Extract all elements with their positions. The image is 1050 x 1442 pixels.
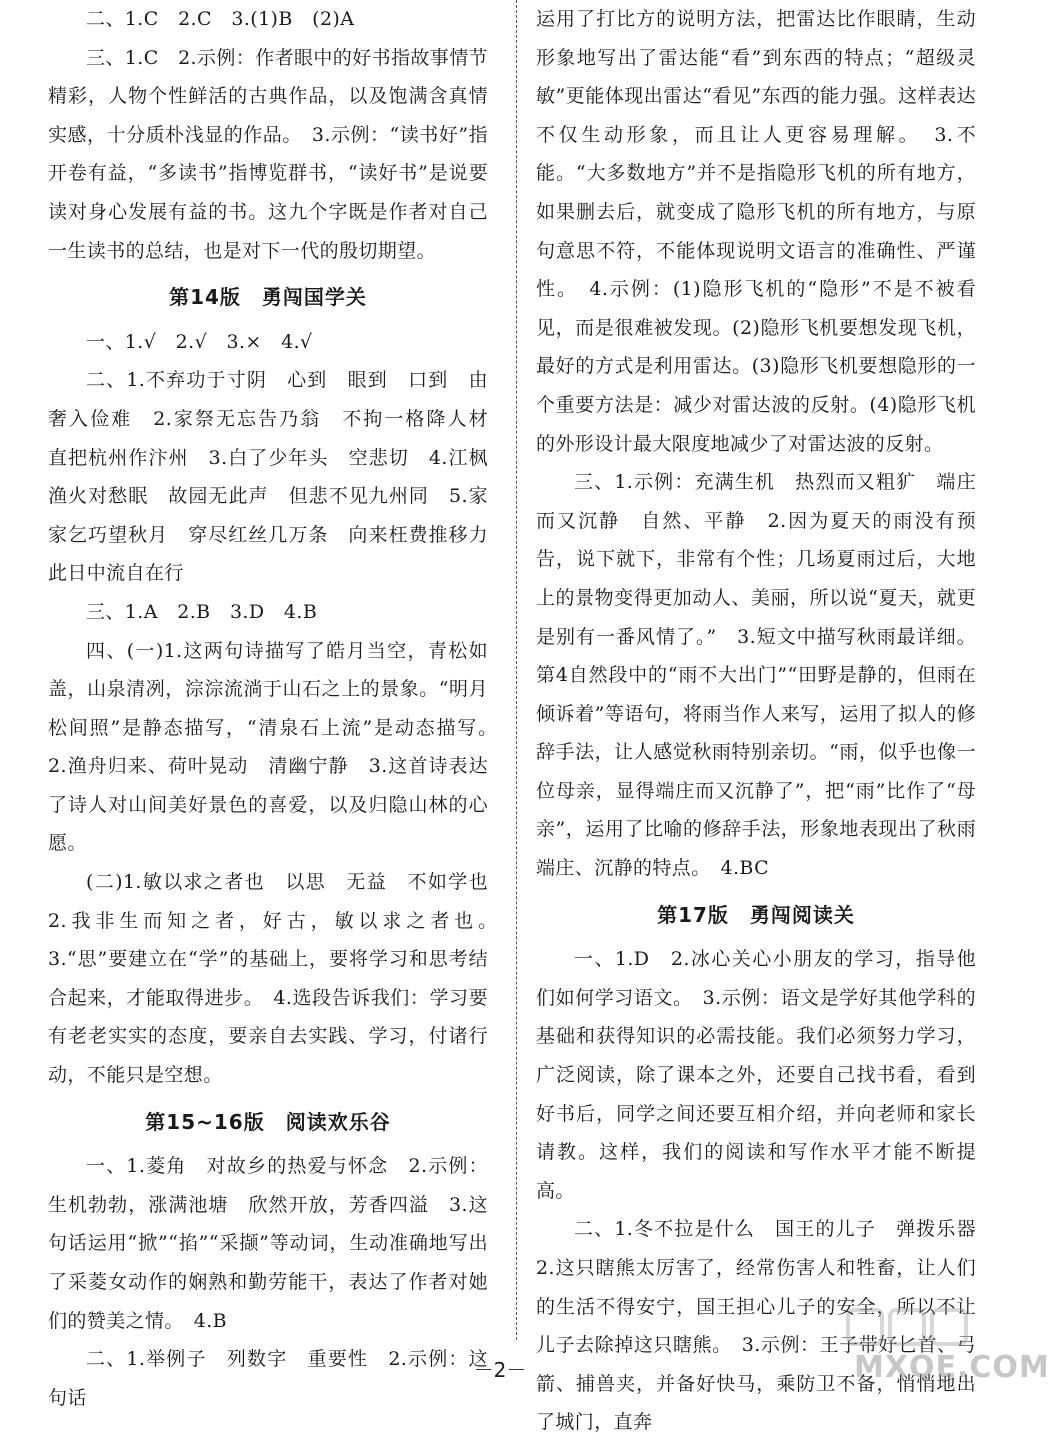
answer-paragraph: 一、1.菱角 对故乡的热爱与怀念 2.示例：生机勃勃，涨满池塘 欣然开放，芳香四溢 3.这句话运用“掀”“掐”“采撷”等动词，生动准确地写出了采菱女动作的娴熟和勤劳能干，表达了作者对她们的赞美之情。 4.B [48, 1155, 488, 1332]
section-heading: 第15~16版 阅读欢乐谷 [145, 1109, 391, 1134]
answer-paragraph: 三、1.示例：充满生机 热烈而又粗犷 端庄而又沉静 自然、平静 2.因为夏天的雨没有预告，说下就下，非常有个性；几场夏雨过后，大地上的景物变得更加动人、美丽，所以说“夏天，就更是别有一番风情了。” 3.短文中描写秋雨最详细。第4自然段中的“雨不大出门”“田野是静的，但雨在倾诉着”等语句，将雨当作人来写，运用了拟人的修辞手法，让人感觉秋雨特别亲切。“雨，似乎也像一位母亲，显得端庄而又沉静了”，把“雨”比作了“母亲”，运用了比喻的修辞手法，形象地表现出了秋雨端庄、沉静的特点。 4.BC [536, 471, 976, 880]
answer-paragraph: 三、1.A 2.B 3.D 4.B [86, 600, 318, 623]
answer-paragraph: 运用了打比方的说明方法，把雷达比作眼睛，生动形象地写出了雷达能“看”到东西的特点；“超级灵敏”更能体现出雷达“看见”东西的能力强。这样表达不仅生动形象，而且让人更容易理解。 3.不能。“大多数地方”并不是指隐形飞机的所有地方，如果删去后，就变成了隐形飞机的所有地方，与原句意思不符，不能体现说明文语言的准确性、严谨性。 4.示例：(1)隐形飞机的“隐形”不是不被看见，而是很难被发现。(2)隐形飞机要想发现飞机，最好的方式是利用雷达。(3)隐形飞机要想隐形的一个重要方法是：减少对雷达波的反射。(4)隐形飞机的外形设计最大限度地减少了对雷达波的反射。 [536, 8, 976, 455]
answer-paragraph: 三、1.C 2.示例：作者眼中的好书指故事情节精彩，人物个性鲜活的古典作品，以及饱满含真情实感，十分质朴浅显的作品。 3.示例：“读书好”指开卷有益，“多读书”指博览群书，“读好书”是说要读对身心发展有益的书。这九个字既是作者对自己一生读书的总结，也是对下一代的殷切期望。 [48, 46, 488, 262]
answer-paragraph: 二、1.C 2.C 3.(1)B (2)A [86, 8, 355, 30]
answer-paragraph: 四、(一)1.这两句诗描写了皓月当空，青松如盖，山泉清冽，淙淙流淌于山石之上的景象。“明月松间照”是静态描写，“清泉石上流”是动态描写。 2.渔舟归来、荷叶晃动 清幽宁静 3.这首诗表达了诗人对山间美好景色的喜爱，以及归隐山林的心愿。 [48, 639, 508, 855]
section-heading: 第17版 勇闯阅读关 [657, 902, 855, 927]
answer-paragraph: 一、1.√ 2.√ 3.× 4.√ [86, 330, 313, 353]
page-number: －2－ [473, 1358, 527, 1382]
answer-paragraph: (二)1.敏以求之者也 以思 无益 不如学也 2.我非生而知之者，好古，敏以求之者也。 3.“思”要建立在“学”的基础上，要将学习和思考结合起来，才能取得进步。 4.选段告诉我们：学习要有老老实实的态度，要亲自去实践、学习，付诸行动，不能只是空想。 [48, 871, 508, 1087]
column-divider [516, 0, 517, 1340]
right-column [536, 0, 996, 1442]
answer-paragraph: 二、1.冬不拉是什么 国王的儿子 弹拨乐器 2.这只瞎熊太厉害了，经常伤害人和牲畜，让人们的生活不得安宁，国王担心儿子的安全，所以不让儿子去除掉这只瞎熊。 3.示例：王子带好匕首、弓箭、捕兽夹，并备好快马，乘防卫不备，悄悄地出了城门，直奔 [536, 1218, 996, 1434]
watermark-text: MXQE.COM [854, 1350, 1050, 1385]
answer-paragraph: 二、1.举例子 列数字 重要性 2.示例：这句话 [48, 1348, 488, 1409]
left-column [48, 0, 508, 1417]
section-heading: 第14版 勇闯国学关 [169, 285, 367, 310]
answer-paragraph: 一、1.D 2.冰心关心小朋友的学习，指导他们如何学习语文。 3.示例：语文是学好其他学科的基础和获得知识的必需技能。我们必须努力学习，广泛阅读，除了课本之外，还要自己找书看，看到好书后，同学之间还要互相介绍，并向老师和家长请教。这样，我们的阅读和写作水平才能不断提高。 [536, 948, 976, 1202]
answer-paragraph: 二、1.不弃功于寸阴 心到 眼到 口到 由奢入俭难 2.家祭无忘告乃翁 不拘一格降人材 直把杭州作汴州 3.白了少年头 空悲切 4.江枫渔火对愁眠 故园无此声 但悲不见九州同 5.家家乞巧望秋月 穿尽红丝几万条 向来枉费推移力 此日中流自在行 [48, 369, 508, 585]
